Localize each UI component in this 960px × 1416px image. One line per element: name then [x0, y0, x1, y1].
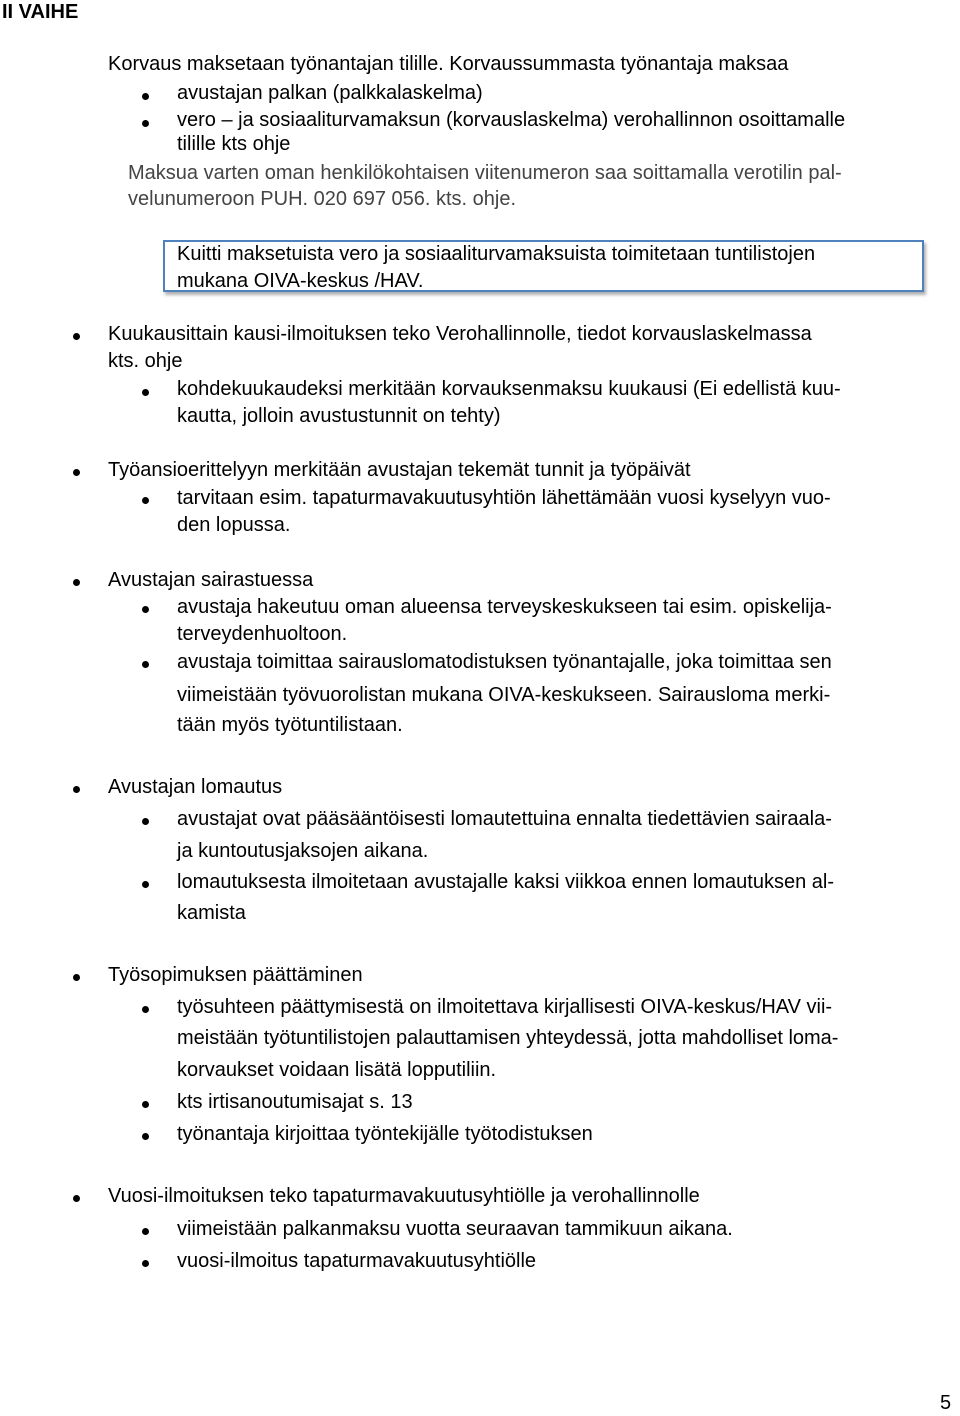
bullet-icon — [142, 497, 149, 504]
monthly-report-title-cont: kts. ohje — [108, 350, 183, 372]
sick-leave-sub-1: avustaja hakeutuu oman alueensa terveyskeskukseen tai esim. opiskelija- — [177, 596, 832, 618]
layoff-title: Avustajan lomautus — [108, 776, 283, 798]
bullet-icon — [142, 389, 149, 396]
receipt-note-line-1: Kuitti maksetuista vero ja sosiaaliturvamaksuista toimitetaan tuntilistojen — [177, 243, 816, 265]
bullet-icon — [142, 1006, 149, 1013]
bullet-icon — [73, 786, 80, 793]
layoff-sub-2-cont: kamista — [177, 902, 246, 924]
bullet-icon — [73, 1195, 80, 1202]
contract-termination-sub-1-cont: meistään työtuntilistojen palauttamisen yhteydessä, jotta mahdolliset loma- — [177, 1027, 839, 1049]
intro-line: Korvaus maksetaan työnantajan tilille. Korvaussummasta työnantaja maksaa — [108, 53, 789, 75]
sick-leave-sub-2: avustaja toimittaa sairauslomatodistuksen työnantajalle, joka toimittaa sen — [177, 651, 832, 673]
bullet-icon — [142, 881, 149, 888]
reference-number-text-cont: velunumeroon PUH. 020 697 056. kts. ohje. — [128, 188, 517, 210]
bullet-icon — [142, 1133, 149, 1140]
bullet-icon — [142, 93, 149, 100]
earnings-itemization-title: Työansioerittelyyn merkitään avustajan tekemät tunnit ja työpäivät — [108, 459, 691, 481]
page-number: 5 — [940, 1392, 952, 1414]
bullet-icon — [73, 469, 80, 476]
sick-leave-sub-1-cont: terveydenhuoltoon. — [177, 623, 348, 645]
contract-termination-sub-3: työnantaja kirjoittaa työntekijälle työtodistuksen — [177, 1123, 593, 1145]
layoff-sub-1-cont: ja kuntoutusjaksojen aikana. — [177, 840, 429, 862]
receipt-note-line-2: mukana OIVA-keskus /HAV. — [177, 270, 424, 292]
bullet-icon — [142, 661, 149, 668]
bullet-icon — [73, 579, 80, 586]
annual-report-title: Vuosi-ilmoituksen teko tapaturmavakuutusyhtiölle ja verohallinnolle — [108, 1185, 700, 1207]
bullet-icon — [142, 1101, 149, 1108]
contract-termination-title: Työsopimuksen päättäminen — [108, 964, 363, 986]
intro-bullet-2: vero – ja sosiaaliturvamaksun (korvauslaskelma) verohallinnon osoittamalle — [177, 109, 846, 131]
monthly-report-sub-1-cont: kautta, jolloin avustustunnit on tehty) — [177, 405, 501, 427]
reference-number-text: Maksua varten oman henkilökohtaisen viitenumeron saa soittamalla verotilin pal- — [128, 162, 842, 184]
intro-bullet-2-cont: tilille kts ohje — [177, 133, 291, 155]
sick-leave-sub-2-cont-2: tään myös työtuntilistaan. — [177, 714, 403, 736]
sick-leave-title: Avustajan sairastuessa — [108, 569, 314, 591]
bullet-icon — [73, 974, 80, 981]
bullet-icon — [142, 606, 149, 613]
monthly-report-title: Kuukausittain kausi-ilmoituksen teko Verohallinnolle, tiedot korvauslaskelmassa — [108, 323, 812, 345]
earnings-itemization-sub-1: tarvitaan esim. tapaturmavakuutusyhtiön lähettämään vuosi kyselyyn vuo- — [177, 487, 831, 509]
annual-report-sub-1: viimeistään palkanmaksu vuotta seuraavan tammikuun aikana. — [177, 1218, 733, 1240]
bullet-icon — [142, 120, 149, 127]
sick-leave-sub-2-cont: viimeistään työvuorolistan mukana OIVA-keskukseen. Sairausloma merki- — [177, 684, 831, 706]
annual-report-sub-2: vuosi-ilmoitus tapaturmavakuutusyhtiölle — [177, 1250, 537, 1272]
contract-termination-sub-1: työsuhteen päättymisestä on ilmoitettava kirjallisesti OIVA-keskus/HAV vii- — [177, 996, 833, 1018]
page-heading: II VAIHE — [2, 1, 79, 23]
layoff-sub-2: lomautuksesta ilmoitetaan avustajalle kaksi viikkoa ennen lomautuksen al- — [177, 871, 835, 893]
bullet-icon — [142, 818, 149, 825]
monthly-report-sub-1: kohdekuukaudeksi merkitään korvauksenmaksu kuukausi (Ei edellistä kuu- — [177, 378, 841, 400]
intro-bullet-1: avustajan palkan (palkkalaskelma) — [177, 82, 483, 104]
contract-termination-sub-1-cont-2: korvaukset voidaan lisätä lopputiliin. — [177, 1059, 497, 1081]
bullet-icon — [73, 333, 80, 340]
earnings-itemization-sub-1-cont: den lopussa. — [177, 514, 291, 536]
bullet-icon — [142, 1228, 149, 1235]
contract-termination-sub-2: kts irtisanoutumisajat s. 13 — [177, 1091, 413, 1113]
layoff-sub-1: avustajat ovat pääsääntöisesti lomautettuina ennalta tiedettävien sairaala- — [177, 808, 832, 830]
bullet-icon — [142, 1260, 149, 1267]
